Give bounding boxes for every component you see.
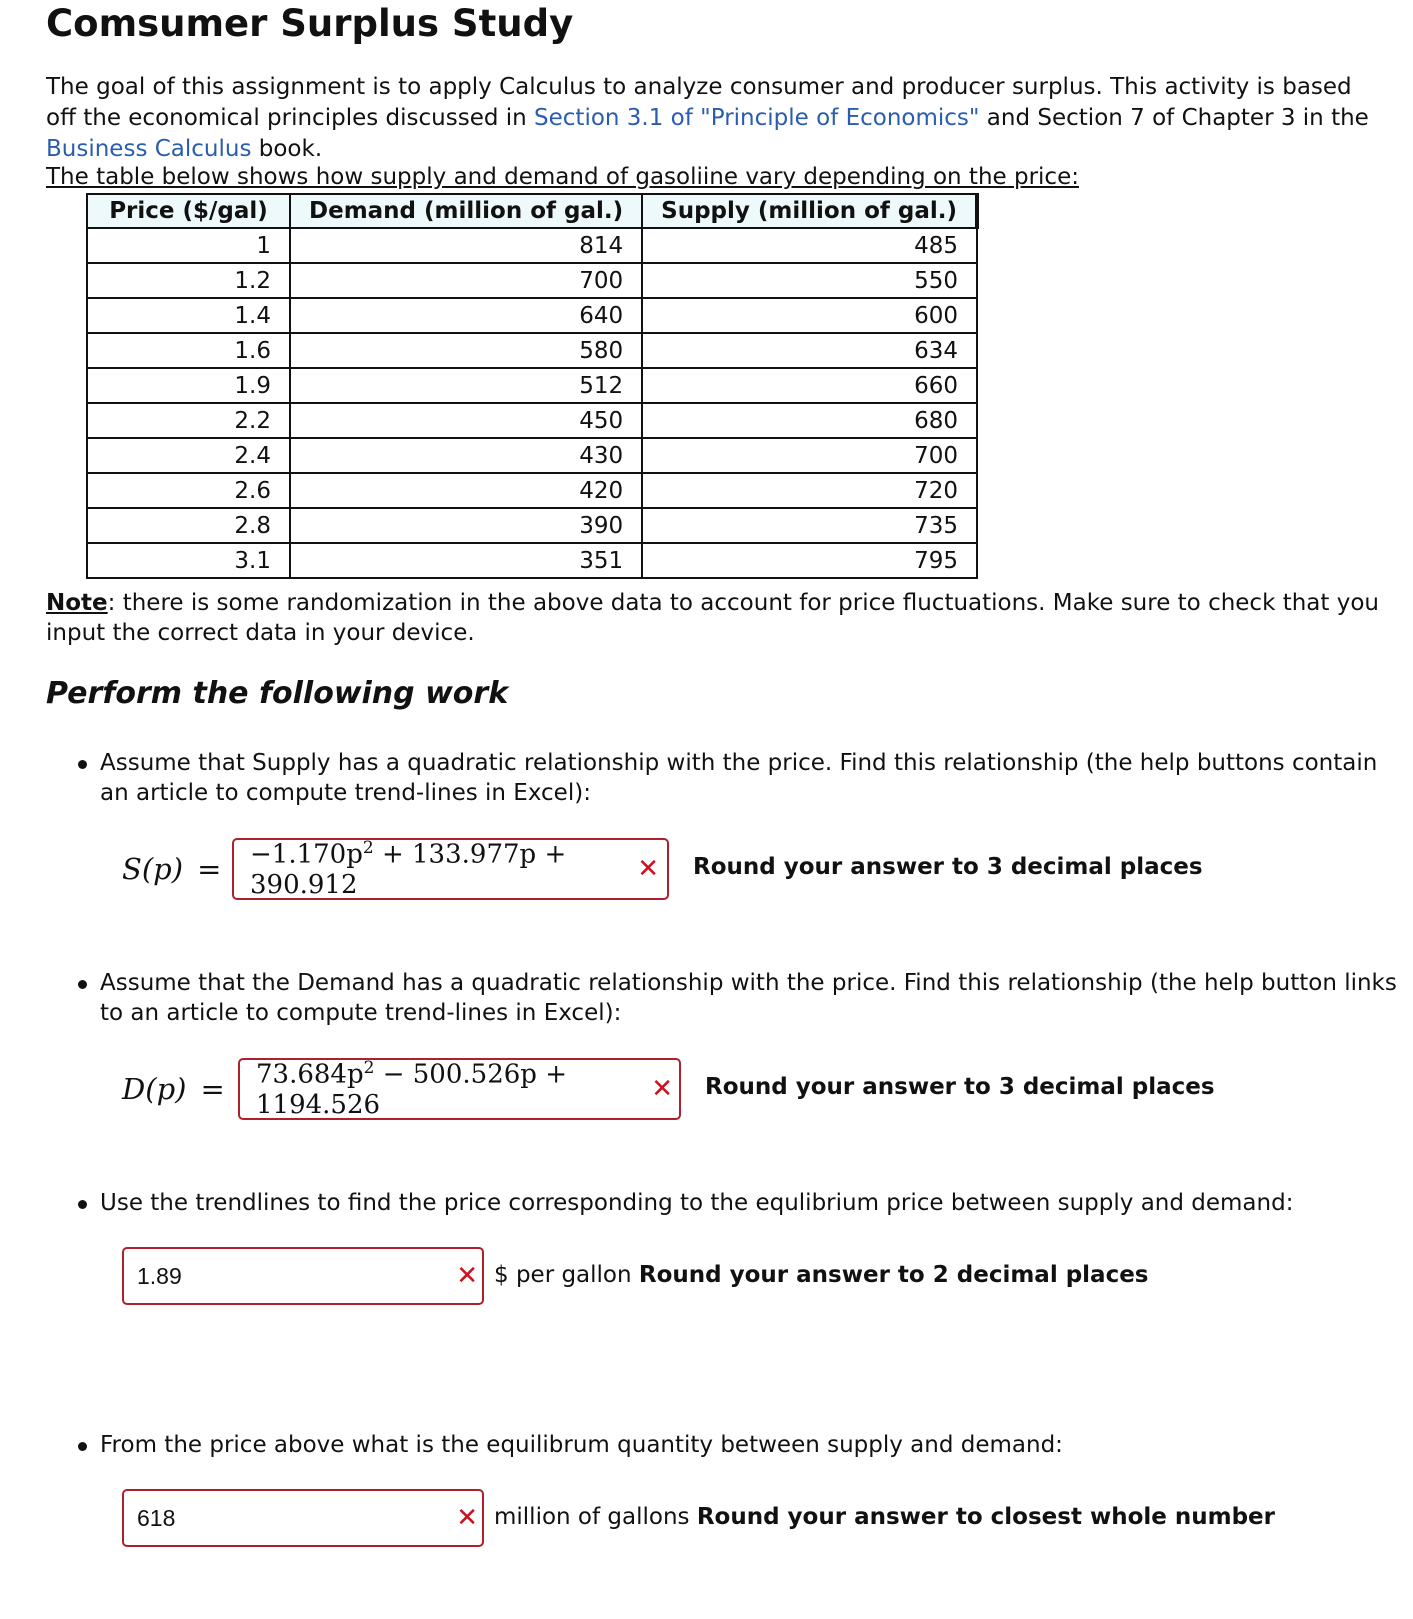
bullet-icon xyxy=(78,760,87,769)
price-cell: 2.8 xyxy=(87,508,290,543)
incorrect-icon: ✕ xyxy=(637,854,659,884)
price-cell: 1.2 xyxy=(87,263,290,298)
business-calculus-link[interactable]: Business Calculus xyxy=(46,136,252,162)
price-cell: 1.9 xyxy=(87,368,290,403)
price-cell: 1.4 xyxy=(87,298,290,333)
demand-cell: 580 xyxy=(290,333,642,368)
price-cell: 1 xyxy=(87,228,290,263)
note-label: Note xyxy=(46,590,108,616)
supply-cell: 720 xyxy=(642,473,977,508)
supply-answer-input[interactable] xyxy=(232,838,669,900)
price-hint-text: Round your answer to 2 decimal places xyxy=(638,1262,1149,1288)
supply-function-label xyxy=(122,852,221,886)
demand-hint: Round your answer to 3 decimal places xyxy=(705,1074,1215,1100)
question-equilibrium-price xyxy=(100,1188,1400,1218)
demand-function-label xyxy=(122,1072,225,1106)
demand-cell: 420 xyxy=(290,473,642,508)
supply-cell: 700 xyxy=(642,438,977,473)
price-cell: 1.6 xyxy=(87,333,290,368)
equals-sign: = xyxy=(197,852,222,886)
table-row xyxy=(87,543,977,578)
table-header-row xyxy=(87,194,977,228)
supply-cell: 680 xyxy=(642,403,977,438)
note-paragraph xyxy=(46,588,1386,648)
price-cell: 3.1 xyxy=(87,543,290,578)
bullet-icon xyxy=(78,980,87,989)
supply-cell: 660 xyxy=(642,368,977,403)
intro-text: The goal of this assignment is to apply Calculus to analyze consumer and producer surplus. This activity is based off the economical principles discussed in xyxy=(46,74,1352,131)
table-row xyxy=(87,333,977,368)
economics-section-link[interactable]: Section 3.1 of "Principle of Economics" xyxy=(534,105,980,131)
table-row xyxy=(87,298,977,333)
supply-cell: 735 xyxy=(642,508,977,543)
intro-paragraph xyxy=(46,72,1376,165)
table-row xyxy=(87,473,977,508)
demand-cell: 640 xyxy=(290,298,642,333)
supply-cell: 795 xyxy=(642,543,977,578)
supply-header: Supply (million of gal.) xyxy=(642,194,977,228)
supply-cell: 485 xyxy=(642,228,977,263)
table-row xyxy=(87,228,977,263)
intro-text: book. xyxy=(251,136,323,162)
price-cell: 2.2 xyxy=(87,403,290,438)
demand-cell: 390 xyxy=(290,508,642,543)
work-heading: Perform the following work xyxy=(46,676,509,711)
question-equilibrium-quantity xyxy=(100,1430,1400,1460)
question-text: Use the trendlines to find the price corresponding to the equlibrium price between supply and demand: xyxy=(100,1190,1294,1216)
supply-demand-table xyxy=(86,193,979,579)
incorrect-icon: ✕ xyxy=(456,1261,478,1291)
supply-cell: 600 xyxy=(642,298,977,333)
quantity-unit: million of gallons xyxy=(494,1504,697,1530)
table-lead: The table below shows how supply and demand of gasoliine vary depending on the price: xyxy=(46,164,1079,190)
demand-header: Demand (million of gal.) xyxy=(290,194,642,228)
function-name: D(p) xyxy=(122,1072,187,1106)
bullet-icon xyxy=(78,1442,87,1451)
price-hint xyxy=(494,1262,1149,1288)
question-text: From the price above what is the equilibrum quantity between supply and demand: xyxy=(100,1432,1063,1458)
supply-answer-value: $-1.170p^2 + 133.977p + 390.912$ xyxy=(250,838,567,900)
question-demand xyxy=(100,968,1400,1028)
question-text: Assume that Supply has a quadratic relationship with the price. Find this relationship (the help buttons contain an article to compute trend-lines in Excel): xyxy=(100,750,1378,806)
table-row xyxy=(87,403,977,438)
note-text: : there is some randomization in the above data to account for price fluctuations. Make sure to check that you input the correct data in your device. xyxy=(46,590,1379,646)
quantity-answer-value: 618 xyxy=(137,1504,176,1531)
price-unit: $ per gallon xyxy=(494,1262,639,1288)
equals-sign: = xyxy=(200,1072,225,1106)
quantity-hint xyxy=(494,1504,1275,1530)
price-header: Price ($/gal) xyxy=(87,194,290,228)
supply-cell: 550 xyxy=(642,263,977,298)
price-cell: 2.4 xyxy=(87,438,290,473)
demand-cell: 814 xyxy=(290,228,642,263)
demand-cell: 351 xyxy=(290,543,642,578)
demand-cell: 512 xyxy=(290,368,642,403)
demand-cell: 450 xyxy=(290,403,642,438)
quantity-hint-text: Round your answer to closest whole number xyxy=(696,1504,1275,1530)
price-answer-input[interactable] xyxy=(122,1247,484,1305)
function-name: S(p) xyxy=(122,852,184,886)
demand-cell: 700 xyxy=(290,263,642,298)
price-answer-value: 1.89 xyxy=(137,1262,182,1289)
supply-hint: Round your answer to 3 decimal places xyxy=(693,854,1203,880)
bullet-icon xyxy=(78,1200,87,1209)
table-row xyxy=(87,508,977,543)
question-text: Assume that the Demand has a quadratic relationship with the price. Find this relationship (the help button links to an article to compute trend-lines in Excel): xyxy=(100,970,1397,1026)
page-title: Comsumer Surplus Study xyxy=(46,2,574,45)
question-supply xyxy=(100,748,1400,808)
incorrect-icon: ✕ xyxy=(651,1074,673,1104)
table-row xyxy=(87,263,977,298)
intro-text: and Section 7 of Chapter 3 in the xyxy=(979,105,1369,131)
supply-cell: 634 xyxy=(642,333,977,368)
table-row xyxy=(87,438,977,473)
quantity-answer-input[interactable] xyxy=(122,1489,484,1547)
price-cell: 2.6 xyxy=(87,473,290,508)
demand-answer-input[interactable] xyxy=(238,1058,681,1120)
incorrect-icon: ✕ xyxy=(456,1503,478,1533)
demand-cell: 430 xyxy=(290,438,642,473)
demand-answer-value: $73.684p^2 - 500.526p + 1194.526$ xyxy=(256,1058,567,1120)
table-row xyxy=(87,368,977,403)
